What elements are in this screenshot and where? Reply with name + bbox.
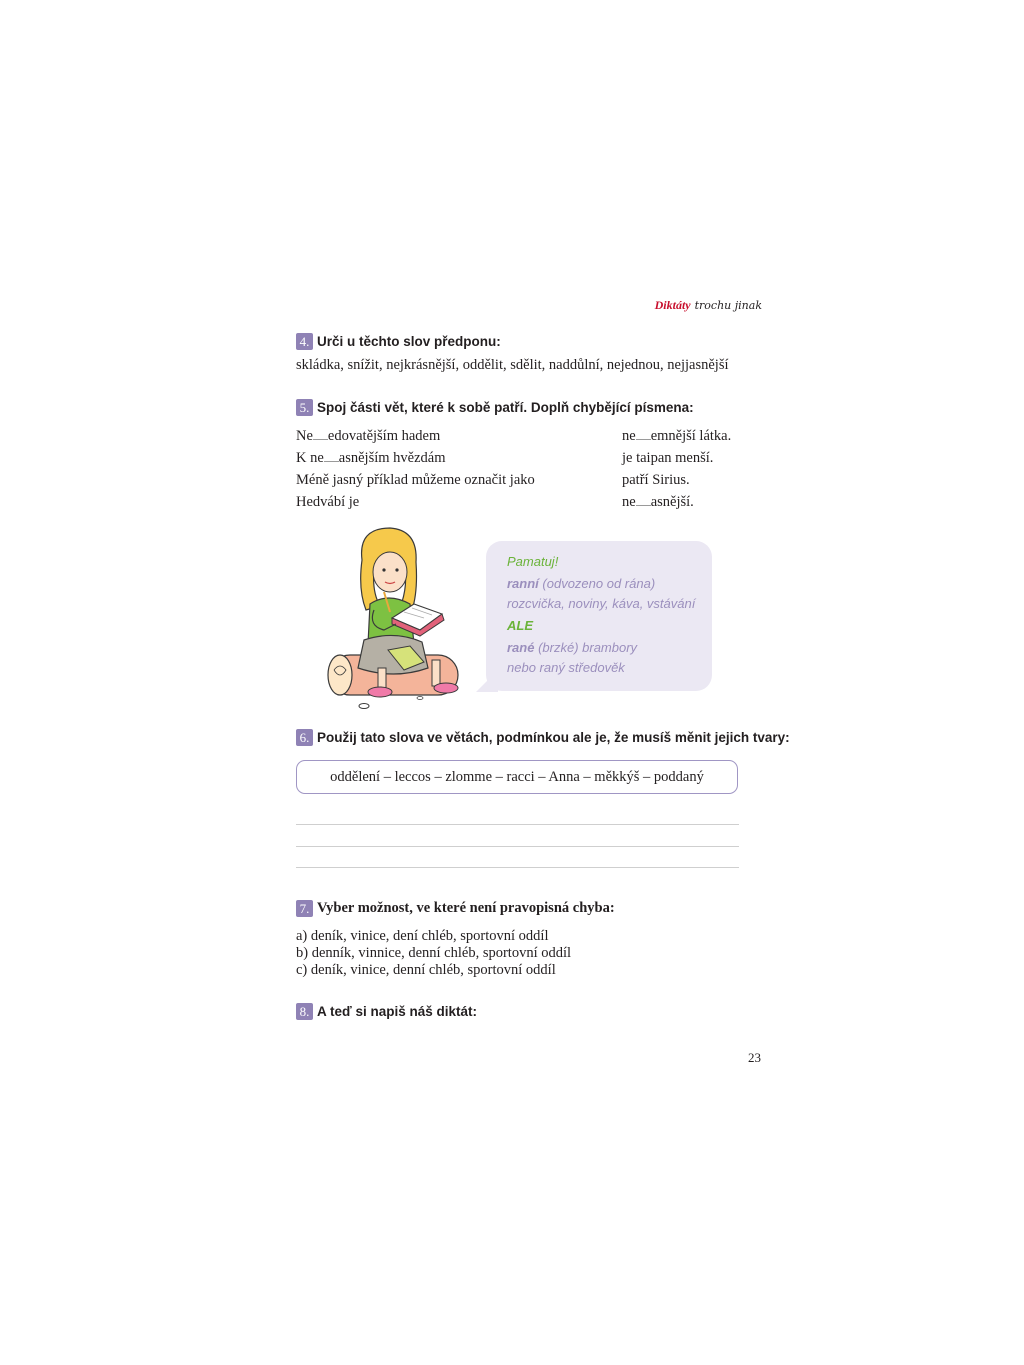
answer-line-2[interactable] (296, 846, 739, 847)
running-header (655, 298, 762, 313)
task-5-left-2 (296, 450, 446, 467)
remember-but: ALE (507, 618, 533, 633)
right-1-b: emnější látka. (650, 428, 732, 444)
girl-reading-illustration (320, 520, 470, 715)
task-4-number: 4. (296, 333, 313, 350)
fill-blank (636, 495, 651, 506)
remember-line-2: rozcvička, noviny, káva, vstávání (507, 596, 696, 611)
right-4-b: asnější. (650, 494, 694, 510)
task-8-title: A teď si napiš náš diktát: (317, 1004, 477, 1019)
word-rane: rané (507, 640, 535, 655)
task-4-title: Urči u těchto slov předponu: (317, 334, 501, 349)
task-6-heading (296, 729, 790, 746)
page-number: 23 (748, 1050, 761, 1065)
task-7-option-b[interactable]: b) denník, vinnice, denní chléb, sportovní oddíl (296, 945, 572, 961)
task-6-number: 6. (296, 729, 313, 746)
remember-line-1 (507, 576, 655, 591)
task-7-heading (296, 900, 615, 917)
task-5-number: 5. (296, 399, 313, 416)
task-5-right-4 (622, 494, 694, 511)
fill-blank (324, 451, 339, 462)
task-7-title: Vyber možnost, ve které není pravopisná chyba: (317, 900, 615, 916)
task-5-right-1 (622, 428, 731, 445)
left-1-b: edovatějším hadem (327, 428, 441, 444)
task-5-left-4: Hedvábí je (296, 494, 360, 510)
remember-title: Pamatuj! (507, 554, 559, 569)
fill-blank (636, 429, 651, 440)
task-5-right-2: je taipan menší. (622, 450, 714, 466)
task-6-word-box (296, 760, 738, 794)
task-5-right-3: patří Sirius. (622, 472, 690, 488)
fill-blank (313, 429, 328, 440)
right-1-a: ne (622, 428, 636, 444)
word-rane-note: (brzké) brambory (534, 640, 638, 655)
task-5-heading (296, 399, 694, 416)
word-ranni: ranní (507, 576, 539, 591)
task-6-words: oddělení – leccos – zlomme – racci – Anna – měkkýš – poddaný (330, 768, 704, 785)
task-7-option-c[interactable]: c) deník, vinice, denní chléb, sportovní oddíl (296, 962, 556, 978)
task-5-left-3: Méně jasný příklad můžeme označit jako (296, 472, 535, 488)
answer-line-3[interactable] (296, 867, 739, 868)
header-title: Diktáty (654, 298, 691, 312)
right-4-a: ne (622, 494, 636, 510)
task-5-left-1 (296, 428, 440, 445)
remember-line-5: nebo raný středověk (507, 660, 625, 675)
answer-line-1[interactable] (296, 824, 739, 825)
word-ranni-note: (odvozeno od rána) (538, 576, 656, 591)
left-1-a: Ne (296, 428, 313, 444)
task-6-title: Použij tato slova ve větách, podmínkou ale je, že musíš měnit jejich tvary: (317, 730, 790, 745)
task-5-title: Spoj části vět, které k sobě patří. Doplň chybějící písmena: (317, 400, 694, 415)
task-7-option-a[interactable]: a) deník, vinice, dení chléb, sportovní oddíl (296, 928, 549, 944)
left-2-a: K ne (296, 450, 324, 466)
bubble-tail (476, 672, 498, 692)
header-subtitle: trochu jinak (694, 299, 762, 312)
left-2-b: asnějším hvězdám (338, 450, 446, 466)
task-7-number: 7. (296, 900, 313, 917)
task-8-heading (296, 1003, 477, 1020)
task-8-number: 8. (296, 1003, 313, 1020)
remember-line-4 (507, 640, 637, 655)
task-4-words: skládka, snížit, nejkrásnější, oddělit, sdělit, naddůlní, nejednou, nejjasnější (296, 357, 729, 373)
task-4-heading (296, 333, 501, 350)
